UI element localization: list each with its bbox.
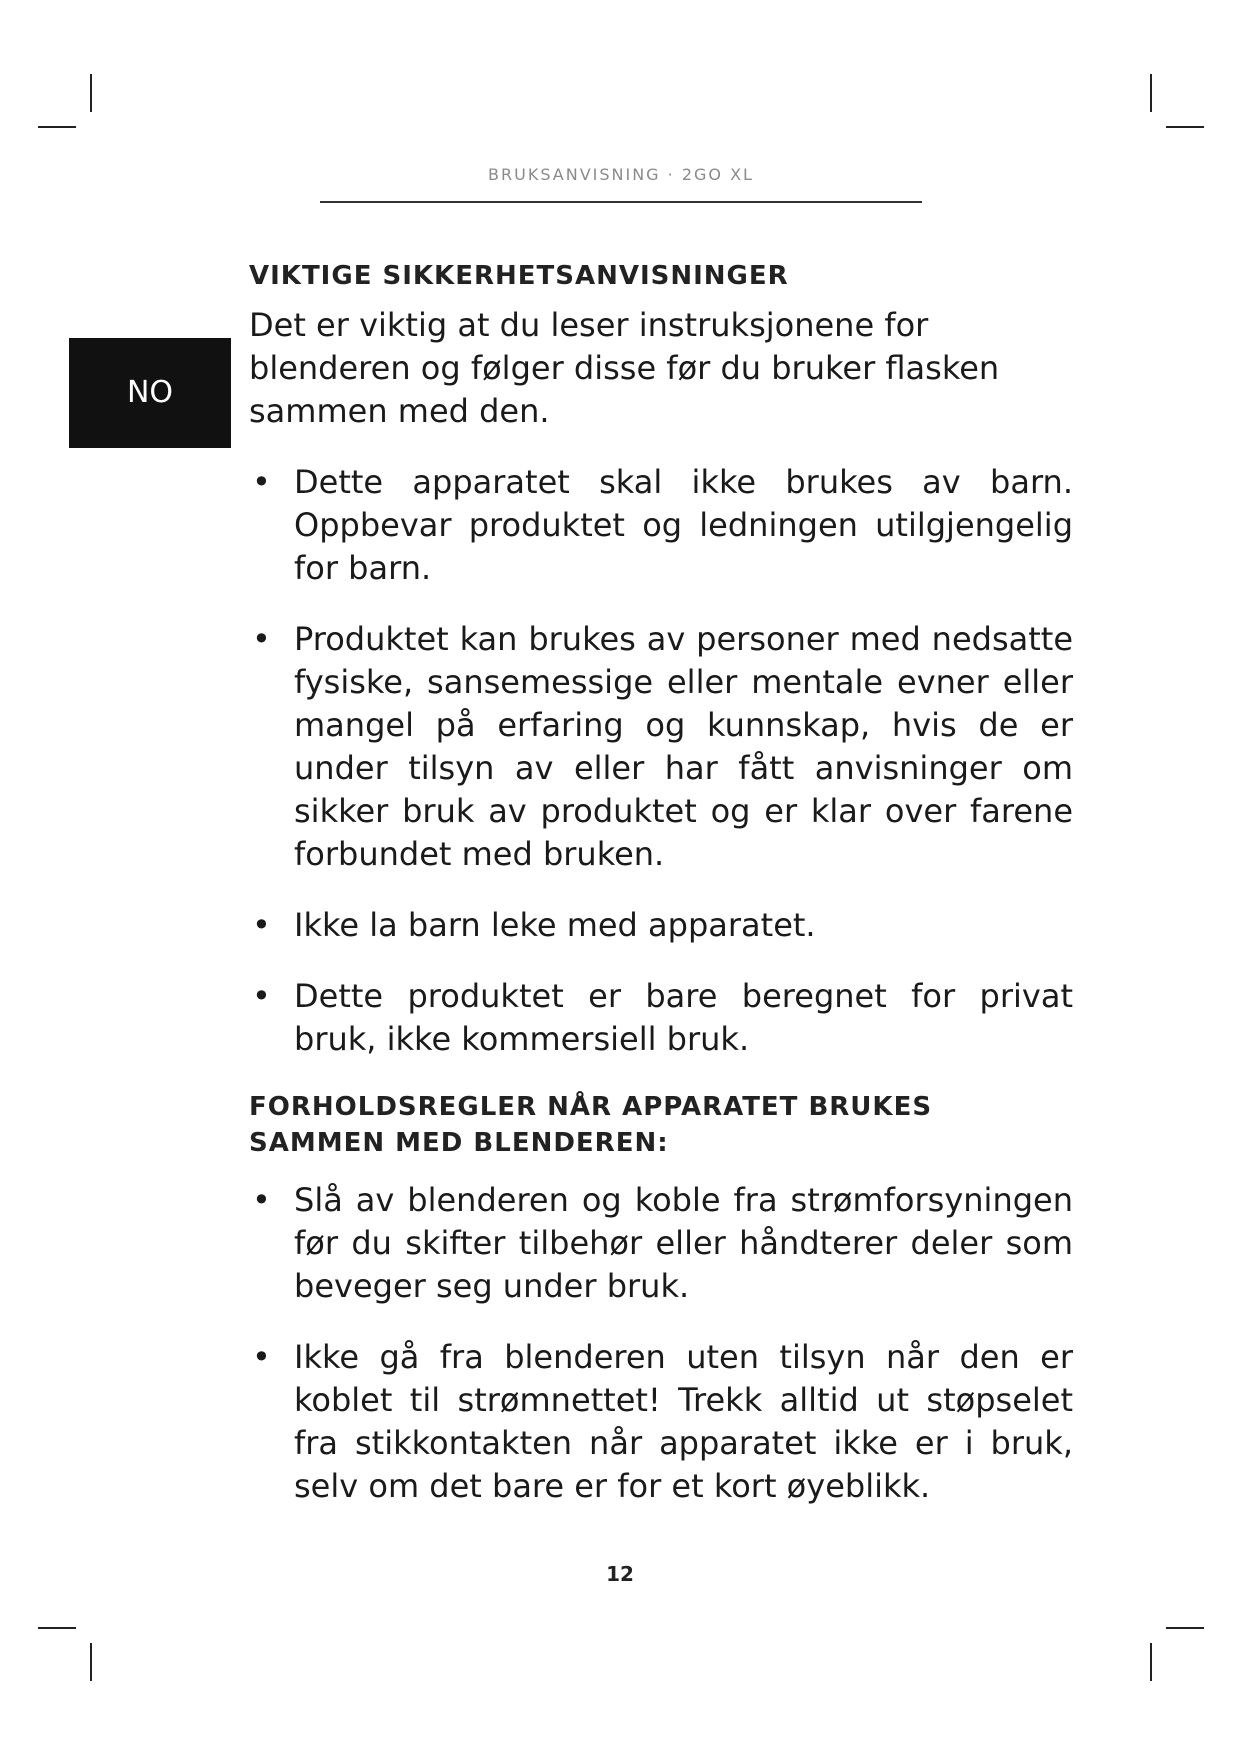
crop-mark-top-left-vertical	[90, 74, 92, 112]
list-item-text: Slå av blenderen og koble fra strømforsyningen før du skifter tilbehør eller håndterer deler som beveger seg under bruk.	[294, 1181, 1073, 1305]
crop-mark-top-left-horizontal	[38, 126, 76, 128]
bullet-icon: •	[252, 463, 271, 501]
bullet-icon: •	[252, 1181, 271, 1219]
precautions-bullet-list	[249, 1179, 1073, 1508]
list-item-text: Produktet kan brukes av personer med nedsatte fysiske, sansemessige eller mentale evner eller mangel på erfaring og kunnskap, hvis de er under tilsyn av eller har fått anvisninger om sikker bruk av produktet og er klar over farene forbundet med bruken.	[294, 620, 1073, 873]
list-item-text: Ikke la barn leke med apparatet.	[294, 906, 816, 944]
crop-mark-bottom-right-horizontal	[1166, 1627, 1204, 1629]
intro-paragraph: Det er viktig at du leser instruksjonene for blenderen og følger disse før du bruker flasken sammen med den.	[249, 306, 1000, 430]
crop-mark-top-right-horizontal	[1166, 126, 1204, 128]
list-item	[249, 975, 1073, 1061]
header-divider	[320, 201, 922, 203]
section-heading-precautions: FORHOLDSREGLER NÅR APPARATET BRUKES SAMMEN MED BLENDEREN:	[249, 1092, 933, 1158]
list-item	[249, 1179, 1073, 1308]
bullet-icon: •	[252, 1338, 271, 1376]
list-item-text: Dette apparatet skal ikke brukes av barn. Oppbevar produktet og ledningen utilgjengelig for barn.	[294, 463, 1073, 587]
crop-mark-top-right-vertical	[1150, 74, 1152, 112]
main-content	[249, 258, 1073, 1536]
list-item-text: Dette produktet er bare beregnet for privat bruk, ikke kommersiell bruk.	[294, 977, 1073, 1058]
crop-mark-bottom-left-vertical	[90, 1643, 92, 1681]
bullet-icon: •	[252, 977, 271, 1015]
language-tab: NO	[69, 338, 231, 448]
list-item-text: Ikke gå fra blenderen uten tilsyn når den er koblet til strømnettet! Trekk alltid ut støpselet fra stikkontakten når apparatet ikke er i bruk, selv om det bare er for et kort øyeblikk.	[294, 1338, 1073, 1505]
list-item	[249, 461, 1073, 590]
bullet-icon: •	[252, 906, 271, 944]
list-item	[249, 618, 1073, 876]
section-heading-safety: VIKTIGE SIKKERHETSANVISNINGER	[249, 261, 789, 291]
crop-mark-bottom-right-vertical	[1150, 1643, 1152, 1681]
page-number: 12	[606, 1562, 634, 1586]
list-item	[249, 904, 1073, 947]
safety-bullet-list	[249, 461, 1073, 1061]
crop-mark-bottom-left-horizontal	[38, 1627, 76, 1629]
bullet-icon: •	[252, 620, 271, 658]
list-item	[249, 1336, 1073, 1508]
running-header: BRUKSANVISNING · 2GO XL	[488, 165, 754, 184]
